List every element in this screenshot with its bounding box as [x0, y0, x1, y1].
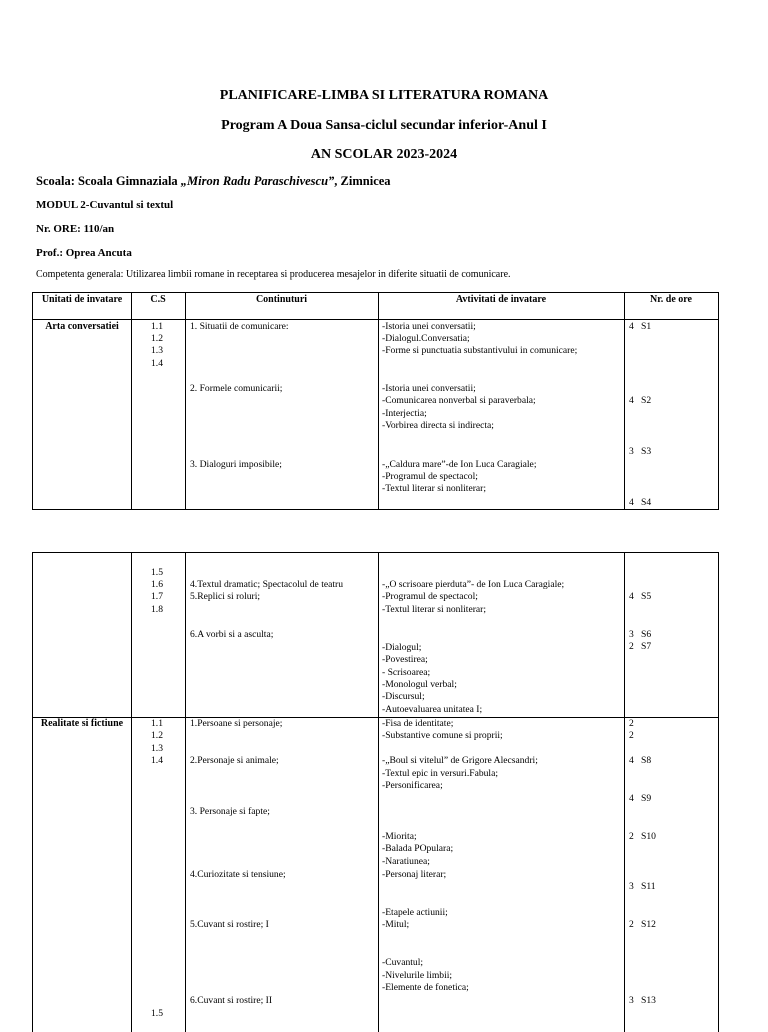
hours-value: 4 S1 — [629, 321, 652, 332]
activity-item: -Personificarea; — [382, 780, 443, 791]
content-item: 1.Persoane si personaje; — [190, 718, 283, 729]
content-item: 5.Replici si roluri; — [190, 591, 261, 602]
col-divider — [378, 293, 379, 509]
activity-item: -Programul de spectacol; — [382, 471, 478, 482]
header-content: Continuturi — [255, 294, 308, 305]
content-item: 4.Curiozitate si tensiune; — [190, 869, 286, 880]
planning-table-2 — [32, 552, 719, 1032]
activity-item: -Nivelurile limbii; — [382, 970, 453, 981]
cs-code: 1.1 — [151, 321, 163, 332]
activity-item: -Personaj literar; — [382, 869, 447, 880]
content-item: 3. Personaje si fapte; — [190, 806, 270, 817]
hours-value: 4 S9 — [629, 793, 652, 804]
cs-code: 1.5 — [151, 1008, 163, 1019]
col-divider — [624, 553, 625, 1032]
header-cs: C.S — [150, 294, 166, 305]
document-title: PLANIFICARE-LIMBA SI LITERATURA ROMANA — [219, 88, 549, 103]
activity-item: -Istoria unei conversatii; — [382, 321, 476, 332]
header-units: Unitati de invatare — [41, 294, 123, 305]
school-line — [36, 174, 391, 189]
activity-item: -Elemente de fonetica; — [382, 982, 469, 993]
activity-item: -„O scrisoare pierduta”- de Ion Luca Caragiale; — [382, 579, 565, 590]
activity-item: -Vorbirea directa si indirecta; — [382, 420, 494, 431]
col-divider — [131, 293, 132, 509]
col-divider — [131, 553, 132, 1032]
hours-value: 3 S13 — [629, 995, 656, 1006]
activity-item: -Programul de spectacol; — [382, 591, 478, 602]
school-year: AN SCOLAR 2023-2024 — [310, 147, 458, 162]
activity-item: -Dialogul; — [382, 642, 422, 653]
activity-item: -„Boul si vitelul” de Grigore Alecsandri; — [382, 755, 538, 766]
hours-value: 4 S5 — [629, 591, 652, 602]
content-item: 2. Formele comunicarii; — [190, 383, 283, 394]
cs-code: 1.8 — [151, 604, 163, 615]
cs-code: 1.2 — [151, 730, 163, 741]
cs-code: 1.5 — [151, 567, 163, 578]
activity-item: -Istoria unei conversatii; — [382, 383, 476, 394]
cs-code: 1.6 — [151, 579, 163, 590]
activity-item: -Naratiunea; — [382, 856, 430, 867]
activity-item: -Cuvantul; — [382, 957, 424, 968]
activity-item: -Fisa de identitate; — [382, 718, 454, 729]
hours-value: 2 — [629, 718, 634, 729]
activity-item: -Comunicarea nonverbal si paraverbala; — [382, 395, 536, 406]
activity-item: -Textul epic in versuri.Fabula; — [382, 768, 499, 779]
activity-item: -Interjectia; — [382, 408, 427, 419]
activity-item: -Mitul; — [382, 919, 410, 930]
school-city: , Zimnicea — [334, 174, 391, 188]
unit-arta-conversatiei: Arta conversatiei — [45, 321, 119, 332]
row-divider — [33, 717, 718, 718]
activity-item: -Balada POpulara; — [382, 843, 454, 854]
activity-item: -Discursul; — [382, 691, 425, 702]
col-divider — [624, 293, 625, 509]
activity-item: -Textul literar si nonliterar; — [382, 483, 487, 494]
hours-value: 3 S11 — [629, 881, 656, 892]
activity-item: - Scrisoarea; — [382, 667, 431, 678]
school-label: Scoala: Scoala Gimnaziala — [36, 174, 181, 188]
header-divider — [33, 319, 718, 320]
activity-item: -Etapele actiunii; — [382, 907, 448, 918]
hours-value: 2 S12 — [629, 919, 656, 930]
content-item: 5.Cuvant si rostire; I — [190, 919, 269, 930]
col-divider — [185, 553, 186, 1032]
col-divider — [378, 553, 379, 1032]
header-activities: Avtivitati de invatare — [455, 294, 547, 305]
planning-table-1 — [32, 292, 719, 510]
teacher-line: Prof.: Oprea Ancuta — [36, 247, 132, 259]
activity-item: -Povestirea; — [382, 654, 428, 665]
content-item: 6.A vorbi si a asculta; — [190, 629, 274, 640]
content-item: 4.Textul dramatic; Spectacolul de teatru — [190, 579, 344, 590]
cs-code: 1.1 — [151, 718, 163, 729]
activity-item: -Forme si punctuatia substantivului in comunicare; — [382, 345, 578, 356]
hours-line: Nr. ORE: 110/an — [36, 223, 115, 235]
activity-item: -Dialogul.Conversatia; — [382, 333, 470, 344]
program-title: Program A Doua Sansa-ciclul secundar inferior-Anul I — [221, 118, 547, 133]
content-item: 6.Cuvant si rostire; II — [190, 995, 273, 1006]
general-competence: Competenta generala: Utilizarea limbii romane in receptarea si producerea mesajelor in diferite situatii de comunicare. — [36, 269, 511, 280]
hours-value: 3 S3 — [629, 446, 652, 457]
cs-code: 1.2 — [151, 333, 163, 344]
content-item: 1. Situatii de comunicare: — [190, 321, 289, 332]
content-item: 3. Dialoguri imposibile; — [190, 459, 282, 470]
activity-item: -Autoevaluarea unitatea I; — [382, 704, 483, 715]
unit-realitate-si-fictiune: Realitate si fictiune — [40, 718, 124, 729]
cs-code: 1.3 — [151, 345, 163, 356]
hours-value: 2 S10 — [629, 831, 656, 842]
hours-value: 4 S2 — [629, 395, 652, 406]
cs-code: 1.4 — [151, 358, 163, 369]
hours-value: 4 S8 — [629, 755, 652, 766]
content-item: 2.Personaje si animale; — [190, 755, 279, 766]
cs-code: 1.4 — [151, 755, 163, 766]
activity-item: -Textul literar si nonliterar; — [382, 604, 487, 615]
hours-value: 4 S4 — [629, 497, 652, 508]
activity-item: -Substantive comune si proprii; — [382, 730, 503, 741]
school-name: „Miron Radu Paraschivescu” — [180, 174, 335, 188]
activity-item: -Monologul verbal; — [382, 679, 457, 690]
activity-item: -Miorita; — [382, 831, 417, 842]
hours-value: 3 S6 — [629, 629, 652, 640]
col-divider — [185, 293, 186, 509]
cs-code: 1.3 — [151, 743, 163, 754]
hours-value: 2 S7 — [629, 641, 652, 652]
hours-value: 2 — [629, 730, 634, 741]
header-hours: Nr. de ore — [650, 294, 692, 305]
cs-code: 1.7 — [151, 591, 163, 602]
activity-item: -„Caldura mare”-de Ion Luca Caragiale; — [382, 459, 537, 470]
module-line: MODUL 2-Cuvantul si textul — [36, 199, 174, 211]
